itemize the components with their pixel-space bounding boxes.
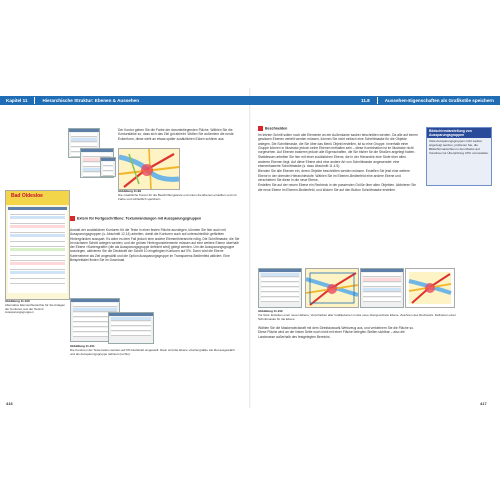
transparency-panel-screenshot	[108, 312, 154, 344]
clip-rectangle-map	[305, 268, 359, 308]
figure-11-99-text: Die zusätzliche Kontur für die Beschriftungstexte und unten die Ebenen erstellten und mit Farbe und schließlich speichern.	[118, 192, 237, 201]
header-divider	[377, 97, 378, 104]
figure-11-99-caption	[118, 190, 238, 201]
step-4-badge	[70, 216, 75, 221]
clipped-map-result	[405, 268, 455, 308]
step-4-title: Extern für Fortgeschrittene: Textumrandungen mit Aussparungsgruppen	[77, 216, 202, 221]
figure-11-102-label: Abbildung 11.102	[258, 309, 283, 313]
figure-11-100-text: Alternative Elementhierarchie für die Anlagen der Konturen aus der Textmit Aussparungsgruppen	[5, 302, 66, 315]
left-page-number: 416	[6, 401, 13, 406]
figure-11-99-label: Abbildung 11.99	[118, 189, 142, 193]
left-chapter-title: Hierarchische Struktur: Ebenen & Aussehen	[42, 98, 140, 103]
left-header-bar	[0, 96, 250, 105]
figure-11-101-text: Die Konturen der Texte laufen werden auf 0% Deckkraft eingestellt. Dann wird die Ebene »Kartengrafik« als Ziel ausgewählt und als Aussparungsgruppe definiert (rechts).	[70, 347, 235, 356]
stroke-panel-screenshot	[100, 157, 116, 177]
new-layer-screenshot	[258, 268, 302, 308]
sidebar-note-title: Bildschirmdarstellung von Aussparungsgruppen	[427, 128, 491, 138]
layers-list	[8, 207, 67, 293]
step-5-title: Beschneiden	[265, 126, 288, 131]
step-5-paragraph-4: Erstellen Sie auf der neuen Ebene ein Rechteck in der passenden Größe über allen Objekten. Aktivieren Sie die neue Ebene im Ebenen-Bedienfeld, und klicken Sie auf den Button Schnittmaske erstellen.	[258, 183, 416, 192]
right-header-bar	[250, 96, 500, 105]
map-graphic	[119, 149, 179, 189]
right-section-number: 11.8	[361, 98, 370, 103]
right-page-number: 417	[480, 401, 487, 406]
map-title-label: Bad Oldesloe	[11, 193, 43, 199]
clipped-map-graphic	[406, 269, 454, 307]
header-divider	[34, 97, 35, 104]
left-chapter-label: Kapitel 11	[6, 98, 28, 103]
sidebar-note	[426, 127, 492, 186]
step-5-paragraph-5: Wählen Sie die Maskendeckkraft mit dem Direktauswahl-Werkzeug aus, und verkleinern Sie die Fläche so. Diese Fläche wird an der linken Seite noch nicht mit einer Fläche belegten Stellen sichtbar – also die Landmasse außerhalb des festgelegten Bereichs.	[258, 326, 414, 339]
step-5-badge	[258, 126, 263, 131]
step-5-paragraph-2: Stattdessen arbeiten Sie hier mit einer zusätzlichen Ebene, die in der Hierarchie eine Stufe über allen anderen Ebenen liegt. Auf diese Ebene wird eine andere Art von Schnittmaske angewendet: eine ebenenbasierte Schnittmaske (s. dazu Abschnitt 11.4.5).	[258, 155, 406, 169]
step-4-text: Anstatt der zusätzlichen Konturen für die Texte in einer festen Fläche anzulegen, könnten Sie hier auch mit Aussparungsgruppen (s. Abschnitt 12.14) arbeiten, damit die Konturen auch auf unterschiedlich gefärbten Hintergründen ausspart. Es wäre es dem Fall jedoch eine andere Elementhierarchie nötig. Die Schriftmaske, die Sie im nächsten Schritt anlegen werden, und die grünen Hintergrundelemente müssen auf eine weitere Ebene oberhalb der Ebene »Kartengrafik« (die als Aussparungsgruppe definiert wird) gelegt werden. Um die Aussparungsgruppe anzulegen, aktivieren Sie die Deckkraft der Schrift 10 eingelegten Konturen auf 0%. Dann wird die Ebene Kartenebene als Ziel angewählt und die Option Aussparungsgruppe im Transparenz-Bedienfeld aktiviert. Eine Beispieldatei finden Sie im Download.	[70, 228, 240, 263]
step-5-body	[258, 133, 418, 193]
step-5-closing	[258, 326, 418, 340]
figure-11-101-caption	[70, 345, 240, 356]
intro-text: Der Kontur geben Sie die Farbe der darunterliegenden Fläche. Wählen Sie die Konturstärke so, dass sich das Ziel gut abhebt. Wollen Sie außerdem die runde Eckenform, diese sieht an etwas später zusätzlichen Ecken schöner aus.	[118, 128, 234, 141]
step-5-paragraph-3: Blenden Sie alle Ebenen ein, deren Objekte beschnitten werden müssen. Erstellen Sie jetzt eine weitere Ebene in der obersten Hierarchiestufe. Wählen Sie im Ebenen-Bedienfeld eine andere Ebene und verschieben Sie diese in die neue Ebene.	[258, 169, 410, 182]
clipping-mask-layers-screenshot	[360, 268, 404, 308]
layers-hierarchy-screenshot	[5, 190, 70, 300]
figure-11-100-label: Abbildung 11.100	[5, 299, 30, 303]
right-section-title: Aussehen-Eigenschaften als Grafikstile speichern	[384, 98, 494, 103]
step-4-body	[70, 228, 240, 263]
sidebar-note-text: Viele Aussparungsgruppen nicht sauber angezeigt werden, probieren Sie, die Bildschirmansichten in den Modus auf Vorschau zur Überprüfung CPU umzustellen.	[429, 139, 489, 156]
step-5-heading	[258, 126, 418, 131]
figure-11-102-text: Vor links: Erstellen einer neuen Ebene, Verschieben aller Grafikebenen in das neue übergeordnete Ebene. Zeichnen des Rechtecks. Definieren einer Schnittmaske für die Ebene	[258, 312, 456, 321]
map-title-strip	[6, 191, 69, 205]
figure-11-100-caption	[5, 300, 67, 315]
intro-paragraph	[118, 128, 238, 142]
clip-map-graphic	[306, 269, 358, 307]
step-4-heading	[70, 216, 240, 221]
step-5-paragraph-1: Im letzten Schritt sollen noch alle Elemente an der Außenkante sauber beschnitten werden. Da alle auf einem gewissen Ebenen verteilt werden müssen, können Sie nicht einfach eine Schnittmaske für die Objekte anlegen. Die Schnittmaske, die Sie über das Menü Objekt erstellen, ist so eine Gruppe. Innerhalb einer Gruppe können in Illustrator jedoch keine Ebenen enthalten sein – diese Kombination ist im Illustrator nicht vorgesehen. Auf Ebenen basieren jedoch alle Eigenschaften, die Sie bisher für die Straßen angelegt haben.	[258, 133, 418, 155]
gutter	[249, 88, 251, 408]
figure-11-101-label: Abbildung 11.101	[70, 344, 95, 348]
map-image-top	[118, 148, 180, 190]
figure-11-102-caption	[258, 310, 458, 321]
